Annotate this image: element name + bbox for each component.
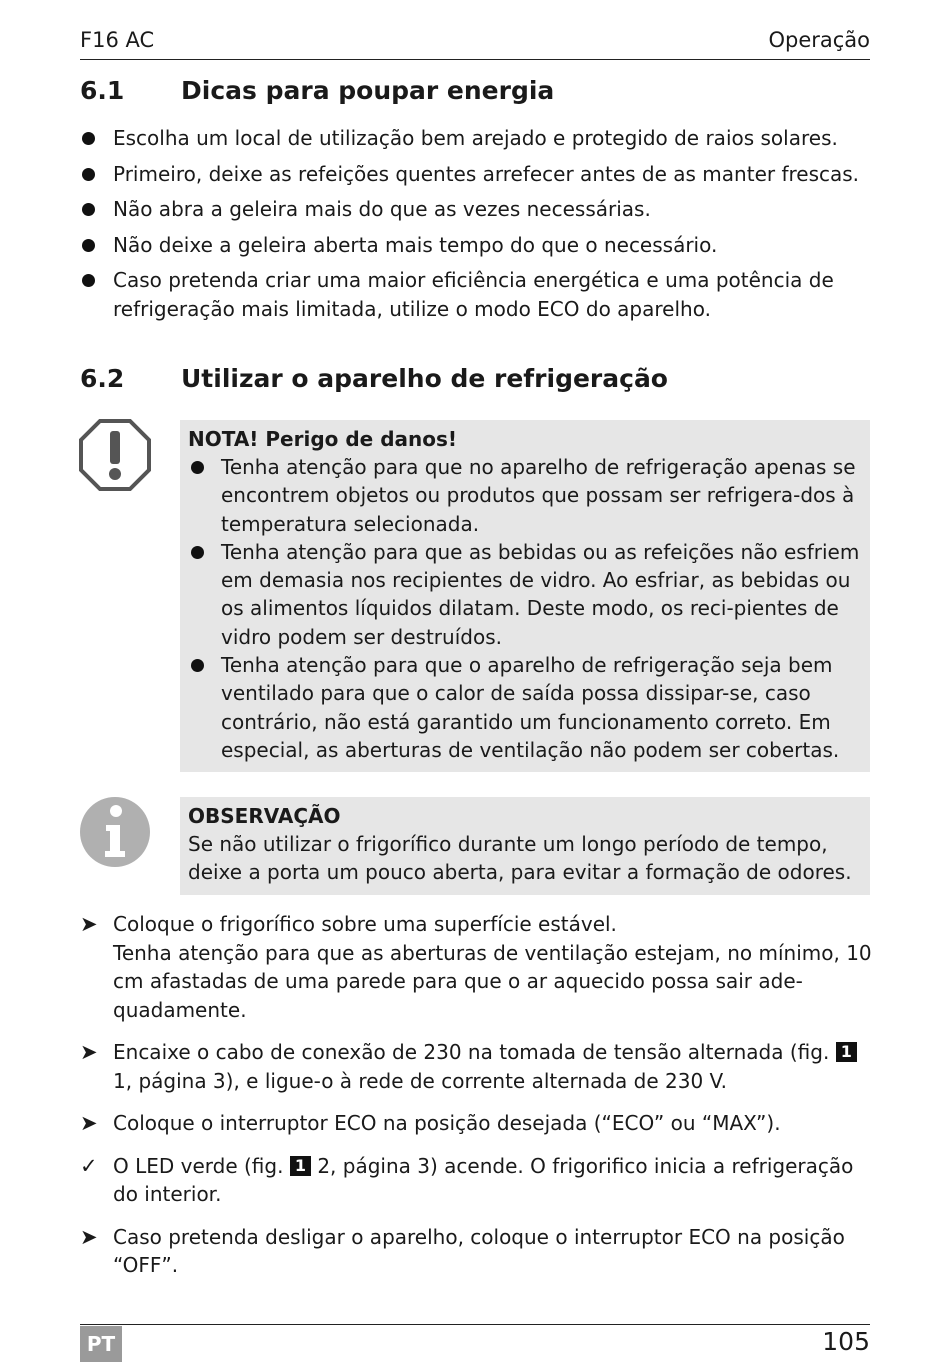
step-item: ➤ Caso pretenda desligar o aparelho, coloque o interruptor ECO na posição “OFF”. (80, 1224, 845, 1277)
section-number: 6.2 (80, 364, 125, 393)
list-item: Caso pretenda criar uma maior eficiência energética e uma potência de refrigeração mais limitada, utilize o modo ECO do aparelho. (80, 266, 875, 323)
list-item: Tenha atenção para que o aparelho de refrigeração seja bem ventilado para que o calor de saída possa dissipar-se, caso contrário, não está garantido um funcionamento correto. Em especial, as aberturas de ventilação não podem ser cobertas. (188, 651, 862, 764)
bullet-icon (82, 203, 95, 216)
observation-box (180, 797, 870, 895)
bullet-icon (82, 168, 95, 181)
list-item: Primeiro, deixe as refeições quentes arrefecer antes de as manter frescas. (80, 160, 875, 189)
observation-text: Se não utilizar o frigorífico durante um longo período de tempo, deixe a porta um pouco aberta, para evitar a formação de odores. (188, 832, 852, 885)
section-title: Dicas para poupar energia (181, 76, 555, 105)
header-model: F16 AC (80, 28, 155, 52)
section-number: 6.1 (80, 76, 125, 105)
page-number: 105 (822, 1327, 870, 1356)
notice-danger-box (180, 420, 870, 772)
step-item: ➤ Encaixe o cabo de conexão de 230 na tomada de tensão alternada (fig. 1 1, página 3), e ligue-o à rede de corrente alternada de 230 V. (80, 1038, 875, 1095)
check-icon: ✓ (80, 1153, 98, 1178)
bullet-icon (82, 239, 95, 252)
language-badge: PT (80, 1326, 122, 1362)
instruction-steps (80, 910, 875, 1294)
list-item: Não deixe a geleira aberta mais tempo do que o necessário. (80, 231, 875, 260)
energy-tips-list (80, 124, 875, 330)
footer-divider (80, 1324, 870, 1325)
notice-list (188, 453, 862, 764)
warning-octagon-icon (78, 418, 152, 492)
header-section: Operação (768, 28, 870, 52)
step-item: ➤ Coloque o frigorífico sobre uma superfície estável. Tenha atenção para que as aberturas de ventilação estejam, no mínimo, 10 cm afastadas de uma parede para que o ar aquecido possa sair ade-quadamente. (80, 912, 872, 1022)
section-title: Utilizar o aparelho de refrigeração (181, 364, 668, 393)
bullet-icon (191, 659, 204, 672)
bullet-icon (82, 132, 95, 145)
section-6-1-heading (80, 76, 554, 105)
section-6-2-heading (80, 364, 668, 393)
step-item: ➤ Coloque o interruptor ECO na posição desejada (“ECO” ou “MAX”). (80, 1109, 875, 1138)
notice-title: NOTA! Perigo de danos! (188, 427, 458, 451)
step-arrow-icon: ➤ (80, 912, 98, 936)
observation-title: OBSERVAÇÃO (188, 804, 341, 828)
list-item: Escolha um local de utilização bem arejado e protegido de raios solares. (80, 124, 875, 153)
list-item: Tenha atenção para que no aparelho de refrigeração apenas se encontrem objetos ou produtos que possam ser refrigera-dos à temperatura selecionada. (188, 453, 862, 538)
page-header (80, 28, 870, 60)
bullet-icon (82, 274, 95, 287)
step-arrow-icon: ➤ (80, 1111, 98, 1135)
list-item: Não abra a geleira mais do que as vezes necessárias. (80, 195, 875, 224)
info-icon (79, 796, 151, 868)
figure-number-badge: 1 (836, 1042, 857, 1062)
step-arrow-icon: ➤ (80, 1224, 98, 1249)
bullet-icon (191, 461, 204, 474)
bullet-icon (191, 546, 204, 559)
step-arrow-icon: ➤ (80, 1040, 98, 1064)
result-item: ✓ O LED verde (fig. 1 2, página 3) acende. O frigorifico inicia a refrigeração do interior. (80, 1153, 854, 1206)
list-item: Tenha atenção para que as bebidas ou as refeições não esfriem em demasia nos recipientes de vidro. Ao esfriar, as bebidas ou os alimentos líquidos dilatam. Deste modo, os reci-pientes de vidro podem ser destruídos. (188, 538, 862, 651)
figure-number-badge: 1 (290, 1156, 311, 1176)
